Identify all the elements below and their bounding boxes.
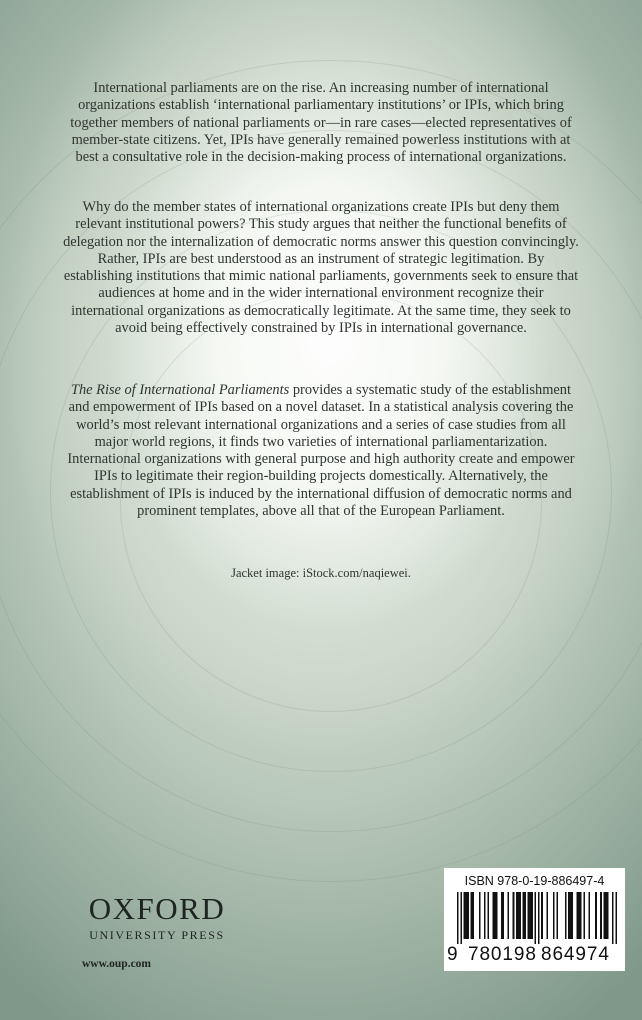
barcode-bar bbox=[541, 892, 543, 939]
barcode-bar bbox=[470, 892, 472, 939]
barcode-bar bbox=[572, 892, 574, 939]
publisher-subtitle: UNIVERSITY PRESS bbox=[89, 928, 225, 942]
barcode-bar bbox=[595, 892, 597, 939]
barcode-bar bbox=[467, 892, 469, 939]
barcode-bar bbox=[531, 892, 533, 939]
barcode-digits-right: 864974 bbox=[541, 944, 610, 965]
barcode-bars bbox=[457, 892, 617, 944]
blurb-paragraph-2: Why do the member states of international organizations create IPIs but deny them relevant institutional powers? This study argues that neither the functional benefits of delegation nor the internalization of democratic norms answer this question convincingly. Rather, IPIs are best understood as an instrument of strategic legitimation. By establishing institutions that mimic national parliaments, governments seek to ensure that audiences at home and in the wider international environment recognize their international organizations as democratically legitimate. At the same time, they seek to avoid being effectively constrained by IPIs in international governance. bbox=[63, 199, 579, 337]
isbn-barcode bbox=[444, 868, 625, 971]
barcode-bar bbox=[546, 892, 548, 939]
barcode-bar bbox=[460, 892, 462, 944]
barcode-bar bbox=[612, 892, 614, 944]
barcode-bar bbox=[534, 892, 536, 944]
barcode-bar bbox=[524, 892, 526, 939]
barcode-bar bbox=[570, 892, 572, 939]
publisher-logo bbox=[82, 893, 232, 943]
barcode-bar bbox=[457, 892, 459, 944]
barcode-bar bbox=[502, 892, 504, 939]
barcode-bar bbox=[600, 892, 602, 939]
barcode-bar bbox=[607, 892, 609, 939]
barcode-bar bbox=[492, 892, 494, 939]
barcode-bar bbox=[518, 892, 520, 939]
blurb-paragraph-3 bbox=[62, 382, 580, 520]
barcode-digit-lead: 9 bbox=[447, 944, 458, 965]
barcode-bar bbox=[484, 892, 486, 939]
jacket-image-credit: Jacket image: iStock.com/naqiewei. bbox=[231, 566, 411, 580]
barcode-bar bbox=[583, 892, 585, 939]
barcode-bar bbox=[472, 892, 474, 939]
barcode-bar bbox=[615, 892, 617, 944]
barcode-bar bbox=[508, 892, 510, 939]
barcode-bar bbox=[577, 892, 579, 939]
barcode-bar bbox=[538, 892, 540, 944]
blurb-paragraph-3-text: provides a systematic study of the establishment and empowerment of IPIs based on a novel dataset. In a statistical analysis covering the world’s most relevant international organizations and a series of case studies from all major world regions, it finds two varieties of international parliamentarization. International organizations with general purpose and high authority create and empower IPIs to legitimate their region-building projects domestically. Alternatively, the establishment of IPIs is induced by the international diffusion of democratic norms and prominent templates, above all that of the European Parliament. bbox=[67, 382, 575, 520]
barcode-bar bbox=[565, 892, 567, 939]
barcode-bar bbox=[605, 892, 607, 939]
publisher-website: www.oup.com bbox=[82, 958, 152, 970]
barcode-bar bbox=[487, 892, 489, 939]
barcode-bar bbox=[578, 892, 580, 939]
barcode-bar bbox=[479, 892, 481, 939]
barcode-bar bbox=[494, 892, 496, 939]
book-title: The Rise of International Parliaments bbox=[70, 382, 290, 398]
barcode-bar bbox=[588, 892, 590, 939]
barcode-bar bbox=[553, 892, 555, 939]
barcode-bar bbox=[604, 892, 606, 939]
isbn-label: ISBN 978-0-19-886497-4 bbox=[464, 874, 605, 888]
barcode-bar bbox=[519, 892, 521, 939]
barcode-bar bbox=[516, 892, 518, 939]
barcode-bar bbox=[580, 892, 582, 939]
barcode-digits bbox=[444, 944, 625, 968]
barcode-bar bbox=[568, 892, 570, 939]
barcode-bar bbox=[501, 892, 503, 939]
barcode-bar bbox=[513, 892, 515, 939]
barcode-bar bbox=[496, 892, 498, 939]
barcode-bar bbox=[464, 892, 466, 939]
barcode-bar bbox=[523, 892, 525, 939]
barcode-digits-left: 780198 bbox=[468, 944, 537, 965]
publisher-name: OXFORD bbox=[88, 891, 226, 926]
barcode-bar bbox=[556, 892, 558, 939]
barcode-bar bbox=[529, 892, 531, 939]
barcode-bar bbox=[465, 892, 467, 939]
blurb-paragraph-1: International parliaments are on the rise. An increasing number of international organizations establish ‘international parliamentary institutions’ or IPIs, which bring together members of national parliaments or—in rare cases—elected representatives of member-state citizens. Yet, IPIs have generally remained powerless institutions with at best a consultative role in the decision-making process of international organizations. bbox=[70, 80, 572, 166]
barcode-bar bbox=[528, 892, 530, 939]
